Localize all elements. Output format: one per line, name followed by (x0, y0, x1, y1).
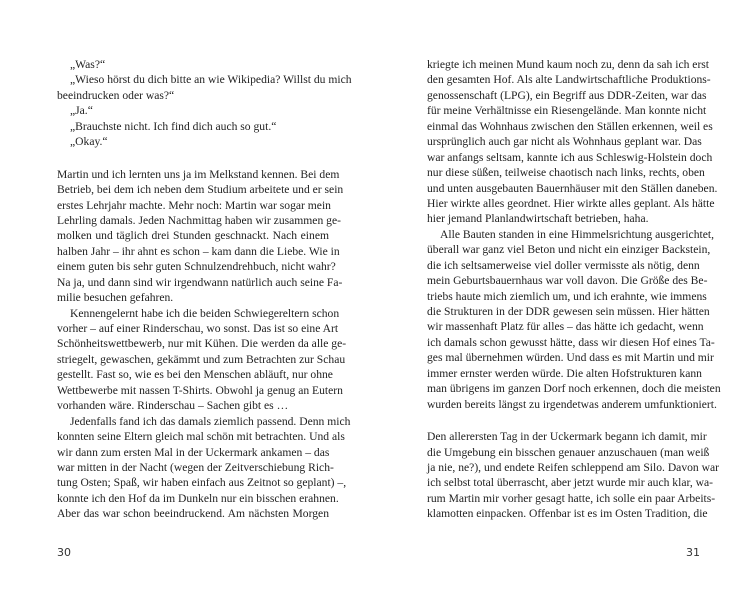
text-line: die Strukturen in der DDR gewesen sein müssen. Hier hätten (427, 305, 710, 318)
page-number-right: 31 (686, 546, 700, 559)
text-line: den gesamten Hof. Als alte Landwirtschaftliche Produktions- (427, 73, 711, 87)
text-line: ges mal übernehmen würden. Und dass es mit Martin und mir (427, 351, 714, 365)
paragraph (57, 72, 352, 103)
right-page-text (427, 57, 721, 522)
text-line: ja nie, ne?), und endete Reifen schleppend am Silo. Davon war (427, 460, 720, 474)
paragraph (57, 306, 347, 414)
text-line: und unten ausgebauten Bauernhäuser mit den Ställen daneben. (427, 181, 718, 195)
paragraph (57, 103, 329, 118)
text-line: Wettbewerbe mit nassen T-Shirts. Obwohl ja genug an Eutern (57, 383, 343, 397)
text-line: einmal das Wohnhaus zwischen den Ställen erkennen, weil es (427, 119, 713, 133)
text-line: „Okay.“ (70, 135, 108, 149)
text-line: Jedenfalls fand ich das damals ziemlich passend. Denn mich (70, 414, 351, 428)
text-line: man übrigens im ganzen Dorf noch erkennen, doch die meisten (427, 382, 721, 396)
paragraph (57, 167, 344, 306)
text-line: beeindrucken oder was?“ (57, 88, 175, 102)
text-line: die ich seltsamerweise viel doller vermisste als nötig, denn (427, 258, 700, 272)
text-line: triebs haute mich ziemlich um, und ich erahnte, wie immens (427, 289, 707, 303)
text-line: erstes Lehrjahr machte. Mehr noch: Martin war sogar mein (57, 198, 331, 212)
text-line: Hier wirkte alles geordnet. Hier wirkte alles geplant. Als hätte (427, 196, 715, 210)
text-line: vorher – auf einer Rinderschau, wo sonst. Das ist so eine Art (57, 322, 339, 335)
text-line: vorhanden wäre. Rinderschau – Sachen gibt es … (57, 399, 289, 413)
text-line: war anfangs seltsam, kannte ich aus Schleswig-Holstein doch (427, 150, 713, 164)
text-line: mein Geburtsbauernhaus war voll davon. Die Größe des Be- (427, 274, 708, 288)
paragraph (427, 429, 720, 522)
text-line: überall war ganz viel Beton und nicht ein einziger Backstein, (427, 243, 711, 257)
text-line: genossenschaft (LPG), ein Begriff aus DDR-Zeiten, war das (427, 88, 707, 102)
text-line: Aber das war schon beeindruckend. Am nächsten Morgen (57, 507, 329, 521)
section-break (427, 412, 699, 429)
text-line: wir massenhaft Platz für alles – das hätte ich gedacht, wenn (427, 320, 704, 334)
text-line: hier jemand Planlandwirtschaft betrieben, haha. (427, 212, 649, 226)
text-line: „Ja.“ (70, 104, 93, 118)
text-line: gestellt. Fast so, wie es bei den Menschen abläuft, nur ohne (57, 368, 333, 382)
text-line: rum Martin mir vorher gesagt hatte, ich solle ein paar Arbeits- (427, 491, 716, 505)
text-line: „Wieso hörst du dich bitte an wie Wikipedia? Willst du mich (70, 73, 352, 87)
section-break (57, 150, 329, 167)
text-line: ursprünglich auch gar nicht als Wohnhaus geplant war. Das (427, 135, 702, 149)
text-line: konnten seine Eltern gleich mal schön mit betrachten. Und als (57, 430, 345, 444)
text-line: Den allerersten Tag in der Uckermark begann ich damit, mir (427, 430, 707, 444)
text-line: halben Jahr – ihr ahnt es schon – kam dann die Liebe. Wie in (57, 244, 340, 258)
page-number-left: 30 (57, 546, 71, 559)
text-line: Martin und ich lernten uns ja im Melkstand kennen. Bei dem (57, 167, 340, 181)
text-line: Betrieb, bei dem ich neben dem Studium arbeitete und er sein (57, 183, 344, 197)
text-line: war mitten in der Nacht (wegen der Zeitverschiebung Rich- (57, 460, 334, 474)
text-line: kriegte ich meinen Mund kaum noch zu, denn da sah ich erst (427, 58, 710, 71)
left-page-text (57, 57, 352, 522)
text-line: striegelt, gewaschen, gekämmt und zum Betrachten zur Schau (57, 352, 346, 366)
paragraph (427, 57, 718, 227)
text-line: ich damals schon gewusst hätte, dass wir diesen Hof eines Ta- (427, 335, 715, 349)
paragraph (57, 414, 351, 522)
text-line: die Umgebung ein bisschen genauer anzuschauen (man weiß (427, 445, 710, 459)
text-line: Kennengelernt habe ich die beiden Schwiegereltern schon (70, 306, 340, 320)
text-line: molken und täglich drei Stunden geschnackt. Nach einem (57, 229, 329, 243)
text-line: Alle Bauten standen in eine Himmelsrichtung ausgerichtet, (440, 227, 714, 241)
text-line: tung Osten; Spaß, wir haben einfach aus Zeitnot so geplant) –, (57, 476, 347, 490)
text-line: „Brauchste nicht. Ich find dich auch so gut.“ (70, 119, 277, 133)
text-line: immer ernster werden würde. Die alten Hofstrukturen kann (427, 366, 702, 380)
text-line: für meine Verhältnisse ein Riesengelände. Man konnte nicht (427, 104, 707, 118)
text-line: klamotten einpacken. Offenbar ist es im Osten Tradition, die (427, 507, 708, 521)
text-line: „Was?“ (70, 58, 106, 71)
text-line: ich selbst total überrascht, aber jetzt wurde mir auch klar, wa- (427, 476, 714, 490)
text-line: Na ja, und dann sind wir irgendwann natürlich auch seine Fa- (57, 275, 343, 289)
text-line: Lehrling damals. Jeden Nachmittag haben wir zusammen ge- (57, 213, 341, 227)
paragraph (57, 57, 329, 72)
text-line: wurden bereits längst zu irgendetwas anderem umfunktioniert. (427, 397, 717, 411)
text-line: wir dann zum ersten Mal in der Uckermark ankamen – das (57, 445, 330, 459)
paragraph (57, 119, 329, 134)
text-line: nur diese süßen, teilweise chaotisch nach links, rechts, oben (427, 166, 705, 180)
paragraph (57, 134, 329, 149)
text-line: konnte ich den Hof da im Dunkeln nur ein bisschen erahnen. (57, 491, 339, 505)
text-line: einem guten bis sehr guten Schnulzendrehbuch, nicht wahr? (57, 260, 336, 274)
paragraph (427, 227, 721, 412)
text-line: Schönheitswettbewerb, nur mit Kühen. Die werden da alle ge- (57, 337, 347, 351)
text-line: milie besuchen gefahren. (57, 291, 174, 305)
